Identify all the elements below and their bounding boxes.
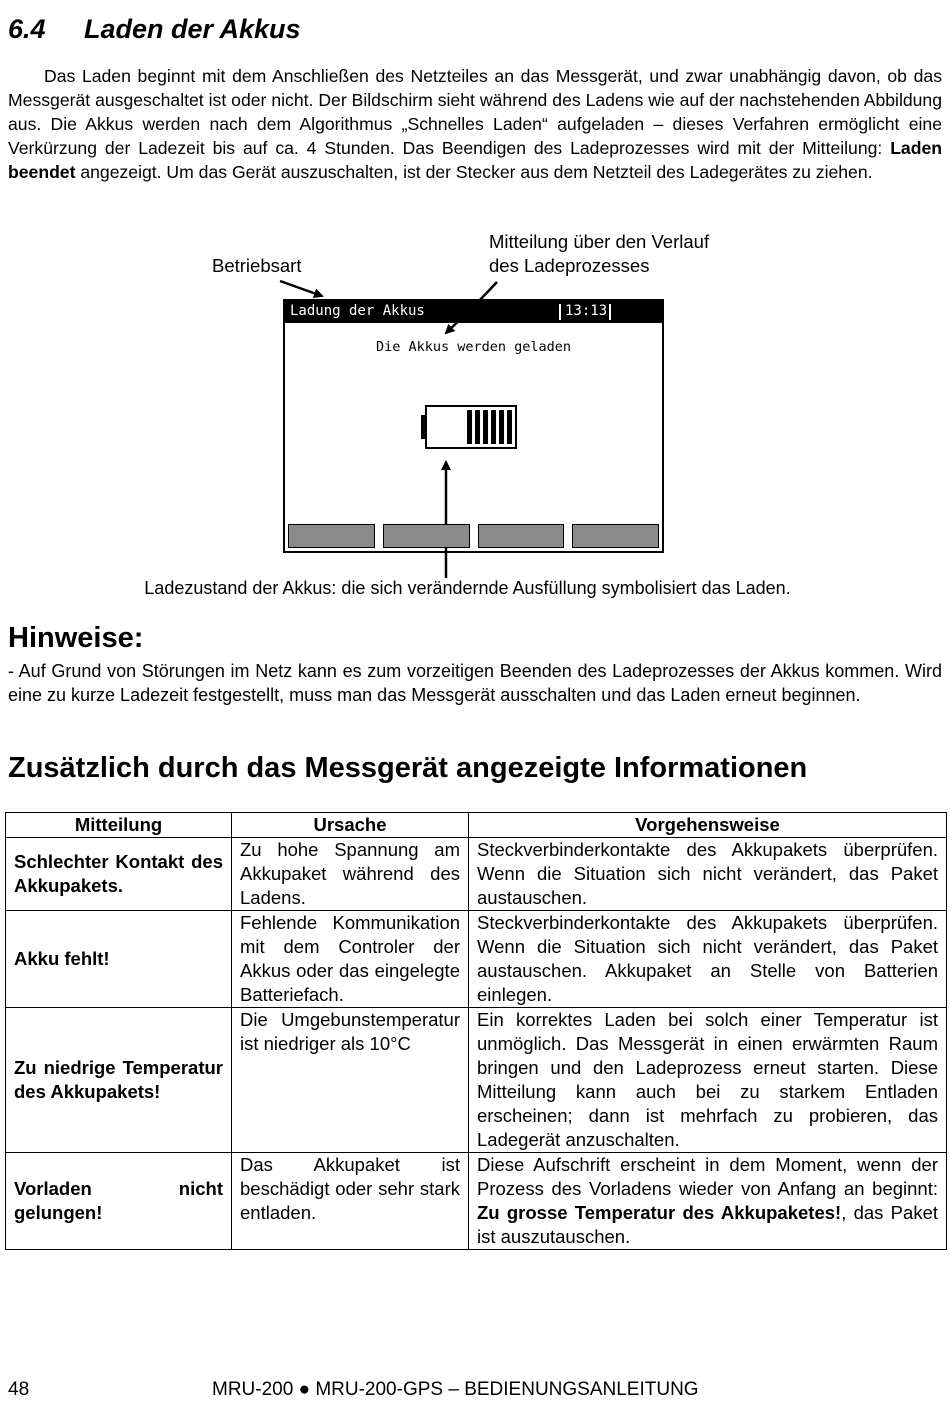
intro-text-2: angezeigt. Um das Gerät auszuschalten, ist der Stecker aus dem Netzteil des Ladegerätes zu ziehen.: [75, 162, 873, 182]
softkey-3: [478, 524, 565, 548]
cell-message: Zu niedrige Temperatur des Akkupakets!: [6, 1008, 232, 1153]
screen-clock: 13:13: [565, 303, 608, 319]
page-number: 48: [8, 1379, 30, 1400]
device-screen: [283, 299, 664, 553]
footer-title: MRU-200 ● MRU-200-GPS – BEDIENUNGSANLEITUNG: [212, 1379, 699, 1400]
info-heading: Zusätzlich durch das Messgerät angezeigte Informationen: [8, 752, 808, 784]
cell-action: Steckverbinderkontakte des Akkupakets überprüfen. Wenn die Situation sich nicht verändert, das Paket austauschen.: [469, 838, 947, 911]
battery-segment: [499, 410, 504, 444]
screen-softkeys: [288, 524, 659, 548]
section-title: Laden der Akkus: [84, 14, 301, 44]
table-row: [6, 911, 947, 1008]
battery-segment: [491, 410, 496, 444]
table-header-row: [6, 813, 947, 838]
cell-action: Ein korrektes Laden bei solch einer Temperatur ist unmöglich. Das Messgerät in einen erwärmten Raum bringen und den Ladeprozess erneut starten. Diese Mitteilung kann auch bei zu starkem Entladen erscheinen; dann ist mehrfach zu probieren, das Ladegerät anzuschalten.: [469, 1008, 947, 1153]
table-row: [6, 838, 947, 911]
cell-message: Vorladen nicht gelungen!: [6, 1153, 232, 1250]
softkey-1: [288, 524, 375, 548]
intro-text-1: Das Laden beginnt mit dem Anschließen des Netzteiles an das Messgerät, und zwar unabhängig davon, ob das Messgerät ausgeschaltet ist oder nicht. Der Bildschirm sieht während des Ladens wie auf der nachstehenden Abbildung aus. Die Akkus werden nach dem Algorithmus „Schnelles Laden“ aufgeladen – dieses Verfahren ermöglicht eine Verkürzung der Ladezeit bis auf ca. 4 Stunden. Das Beendigen des Ladeprozesses wird mit der Mitteilung:: [8, 66, 942, 158]
screen-title-bar: [285, 301, 662, 323]
screen-message: Die Akkus werden geladen: [375, 339, 572, 355]
cell-action-bold: Zu grosse Temperatur des Akkupaketes!: [477, 1202, 842, 1223]
intro-bold-message: Laden beendet: [8, 138, 942, 182]
notes-text: - Auf Grund von Störungen im Netz kann es zum vorzeitigen Beenden des Ladeprozesses der Akkus kommen. Wird eine zu kurze Ladezeit festgestellt, muss man das Messgerät ausschalten und das Laden erneut beginnen.: [8, 661, 942, 705]
cell-cause: Zu hohe Spannung am Akkupaket während des Ladens.: [232, 838, 469, 911]
screen-separator: [559, 304, 561, 320]
column-header-cause: Ursache: [232, 813, 469, 838]
battery-segment: [483, 410, 488, 444]
cell-action: Steckverbinderkontakte des Akkupakets überprüfen. Wenn die Situation sich nicht verändert, das Paket austauschen. Akkupaket an Stelle von Batterien einlegen.: [469, 911, 947, 1008]
section-number: 6.4: [8, 14, 46, 44]
table-row: [6, 1153, 947, 1250]
cell-cause: Die Umgebunstemperatur ist niedriger als 10°C: [232, 1008, 469, 1153]
column-header-action: Vorgehensweise: [469, 813, 947, 838]
cell-action-text-2: , das Paket ist auszutauschen.: [477, 1202, 938, 1247]
cell-cause: Das Akkupaket ist beschädigt oder sehr stark entladen.: [232, 1153, 469, 1250]
cell-action: [469, 1153, 947, 1250]
arrow-mode: [280, 281, 322, 296]
info-table: [5, 812, 947, 1250]
battery-segment: [507, 410, 512, 444]
battery-fill-level: [467, 410, 512, 444]
cell-cause: Fehlende Kommunikation mit dem Controler der Akkus oder das eingelegte Batteriefach.: [232, 911, 469, 1008]
screen-mode-title: Ladung der Akkus: [290, 303, 425, 319]
battery-icon: [425, 405, 517, 449]
cell-message: Akku fehlt!: [6, 911, 232, 1008]
softkey-2: [383, 524, 470, 548]
figure-caption: Ladezustand der Akkus: die sich verändernde Ausfüllung symbolisiert das Laden.: [144, 578, 791, 598]
battery-segment: [467, 410, 472, 444]
column-header-message: Mitteilung: [6, 813, 232, 838]
cell-action-text-1: Diese Aufschrift erscheint in dem Moment, wenn der Prozess des Vorladens wieder von Anfang an beginnt:: [477, 1154, 938, 1199]
label-message-line2: des Ladeprozesses: [489, 255, 650, 276]
softkey-4: [572, 524, 659, 548]
label-mode: Betriebsart: [212, 255, 302, 276]
screen-separator: [609, 304, 611, 320]
notes-heading: Hinweise:: [8, 622, 144, 654]
cell-message: Schlechter Kontakt des Akkupakets.: [6, 838, 232, 911]
table-row: [6, 1008, 947, 1153]
label-message-line1: Mitteilung über den Verlauf: [489, 231, 710, 252]
battery-segment: [475, 410, 480, 444]
